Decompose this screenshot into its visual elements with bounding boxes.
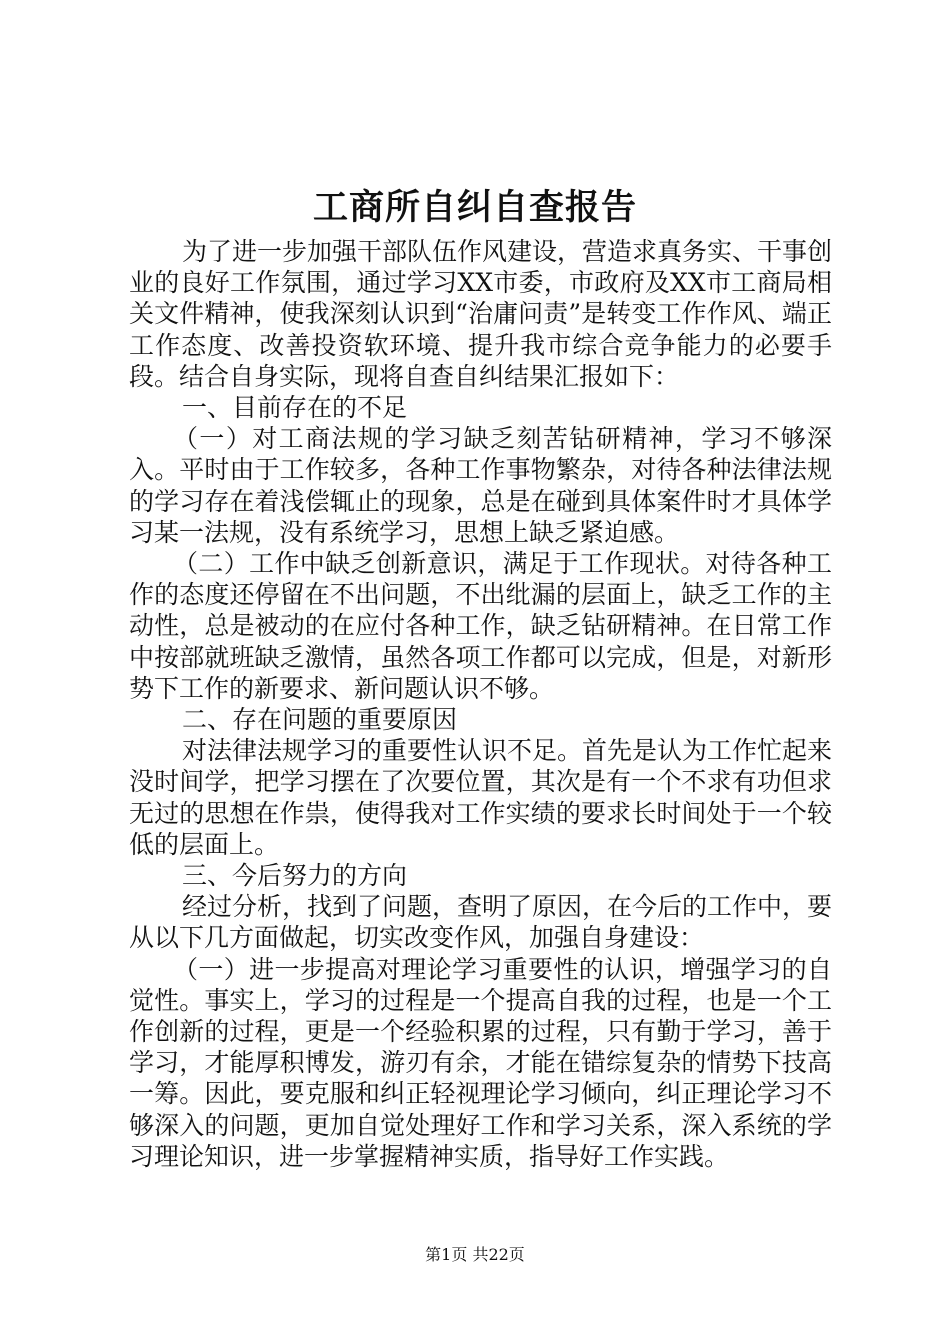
section-paragraph-3: 经过分析，找到了问题，查明了原因，在今后的工作中，要从以下几方面做起，切实改变作风，加强自身建设： <box>129 892 833 953</box>
document-body <box>129 236 832 1172</box>
section-heading-1: 一、目前存在的不足 <box>182 393 408 423</box>
section-heading-2: 二、存在问题的重要原因 <box>182 705 458 735</box>
document-title: 工商所自纠自查报告 <box>312 188 637 228</box>
subsection-paragraph-1-1: （一）对工商法规的学习缺乏刻苦钻研精神，学习不够深入。平时由于工作较多，各种工作事物繁杂，对待各种法律法规的学习存在着浅偿辄止的现象，总是在碰到具体案件时才具体学习某一法规，没有系统学习，思想上缺乏紧迫感。 <box>129 424 832 547</box>
section-heading-3: 三、今后努力的方向 <box>182 861 408 891</box>
intro-paragraph: 为了进一步加强干部队伍作风建设，营造求真务实、干事创业的良好工作氛围，通过学习XX市委，市政府及XX市工商局相关文件精神，使我深刻认识到“治庸问责”是转变工作作风、端正工作态度、改善投资软环境、提升我市综合竞争能力的必要手段。结合自身实际，现将自查自纠结果汇报如下： <box>129 237 833 391</box>
section-paragraph-2: 对法律法规学习的重要性认识不足。首先是认为工作忙起来没时间学，把学习摆在了次要位置，其次是有一个不求有功但求无过的思想在作祟，使得我对工作实绩的要求长时间处于一个较低的层面上。 <box>129 736 833 859</box>
subsection-paragraph-3-1: （一）进一步提高对理论学习重要性的认识，增强学习的自觉性。事实上，学习的过程是一个提高自我的过程，也是一个工作创新的过程，更是一个经验积累的过程，只有勤于学习，善于学习，才能厚积博发，游刃有余，才能在错综复杂的情势下技高一筹。因此，要克服和纠正轻视理论学习倾向，纠正理论学习不够深入的问题，更加自觉处理好工作和学习关系，深入系统的学习理论知识，进一步掌握精神实质，指导好工作实践。 <box>129 954 832 1171</box>
subsection-paragraph-1-2: （二）工作中缺乏创新意识，满足于工作现状。对待各种工作的态度还停留在不出问题，不出纰漏的层面上，缺乏工作的主动性，总是被动的在应付各种工作，缺乏钻研精神。在日常工作中按部就班缺乏激情，虽然各项工作都可以完成，但是，对新形势下工作的新要求、新问题认识不够。 <box>129 549 832 703</box>
page-number-footer: 第1页 共22页 <box>425 1245 525 1264</box>
